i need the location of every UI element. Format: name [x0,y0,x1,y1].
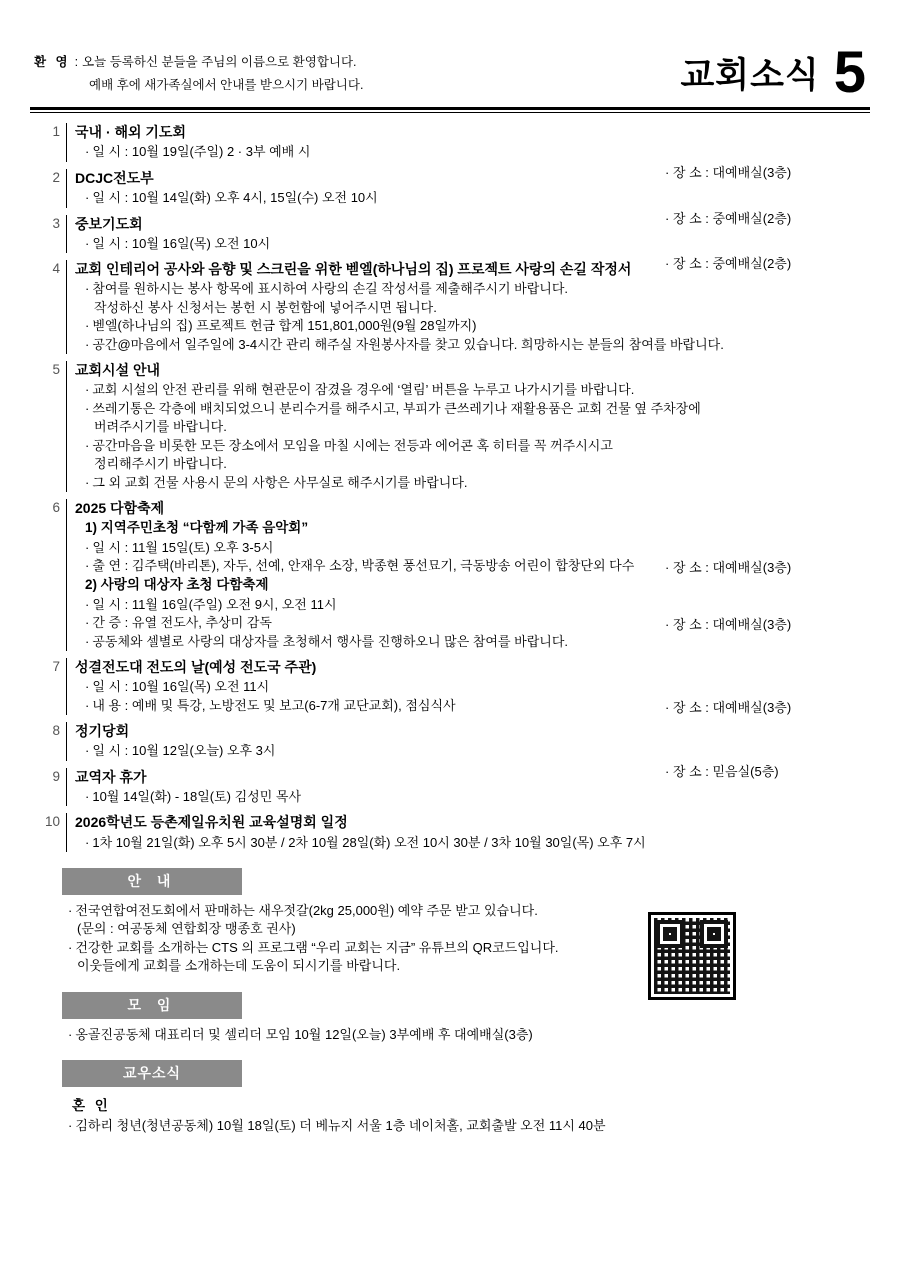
item-line-text: · 교회 시설의 안전 관리를 위해 현관문이 잠겼을 경우에 ‘열림’ 버튼을 누루고 나가시기를 바랍니다. [85,381,634,399]
item-line-text: · 1차 10월 21일(화) 오후 5시 30분 / 2차 10월 28일(화) 오전 10시 30분 / 3차 10월 30일(목) 오후 7시 [85,834,646,852]
item-title: 성결전도대 전도의 날(예성 전도국 주관) [75,659,317,676]
item-title: 국내 · 해외 기도회 [75,124,186,141]
qr-code [648,912,736,1000]
announcement-list [0,113,900,852]
item-title: 2025 다함축제 [75,500,165,517]
item-line-text: · 일 시 : 10월 19일(주일) 2 · 3부 예배 시 [85,143,310,161]
welcome-line-1 [34,52,363,70]
item-body [66,260,866,354]
item-line-text: · 그 외 교회 건물 사용시 문의 사항은 사무실로 해주시기를 바랍니다. [85,474,468,492]
item-title: 교회 인테리어 공사와 음향 및 스크린을 위한 벧엘(하나님의 집) 프로젝트 사랑의 손길 작정서 [75,261,632,278]
item-place: · 장 소 : 대예배실(3층) [665,164,792,180]
item-number: 5 [52,362,60,378]
item-subtitle-1: 1) 지역주민초청 “다함께 가족 음악회” [85,520,309,536]
item-line-text: · 간 증 : 유열 전도사, 추상미 감독 [85,614,272,632]
item-title: DCJC전도부 [75,169,154,186]
item-number: 2 [52,169,60,185]
item-line-text: · 일 시 : 10월 16일(목) 오전 10시 [85,235,270,253]
list-item [34,260,866,354]
item-place: · 장 소 : 믿음실(5층) [665,763,779,779]
item-line-text: · 출 연 : 김주택(바리톤), 자두, 선예, 안재우 소장, 박종현 풍선묘기, 극동방송 어린이 합창단외 다수 [85,557,634,575]
item-line-text: · 10월 14일(화) - 18일(토) 김성민 목사 [85,788,301,806]
item-line-text: · 일 시 : 10월 16일(목) 오전 11시 [85,678,269,696]
item-title: 2026학년도 등촌제일유치원 교육설명회 일정 [75,814,348,831]
notice-line-text: · 전국연합여전도회에서 판매하는 새우젓갈(2kg 25,000원) 예약 주문 받고 있습니다. [68,902,538,920]
welcome-text-2: 예배 후에 새가족실에서 안내를 받으시기 바랍니다. [89,78,364,93]
item-title: 교회시설 안내 [75,362,161,379]
item-line-text: · 공간@마음에서 일주일에 3-4시간 관리 해주실 자원봉사자를 찾고 있습니다. 희망하시는 분들의 참여를 바랍니다. [85,336,724,354]
item-number: 8 [52,723,60,739]
item-line-text: · 공동체와 셀별로 사랑의 대상자를 초청해서 행사를 진행하오니 많은 참여를 바랍니다. [85,633,568,651]
item-number: 6 [52,500,60,516]
list-item [34,361,866,492]
item-line-cont: 버려주시기를 바랍니다. [94,419,227,435]
notice-line-cont: (문의 : 여공동체 연합회장 맹종호 권사) [77,921,296,937]
welcome-colon: : [74,55,79,70]
item-line-text: · 일 시 : 10월 14일(화) 오후 4시, 15일(수) 오전 10시 [85,189,378,207]
fellowship-line-text: · 김하리 청년(청년공동체) 10월 18일(토) 더 베뉴지 서울 1층 네이처홀, 교회출발 오전 11시 40분 [68,1117,606,1135]
item-title: 정기당회 [75,723,130,740]
meeting-body [34,1026,866,1044]
item-title: 교역자 휴가 [75,768,147,785]
fellowship-body [34,1094,866,1135]
welcome-block [34,52,363,97]
item-line-text: · 일 시 : 11월 16일(주일) 오전 9시, 오전 11시 [85,596,337,614]
item-place: · 장 소 : 대예배실(3층) [665,617,792,633]
section-meeting [0,992,900,1044]
item-line-text: · 벧엘(하나님의 집) 프로젝트 헌금 합계 151,801,000원(9월 28일까지) [85,317,476,335]
list-item [34,813,866,852]
page-title: 교회소식 [680,56,820,96]
item-number: 10 [44,814,60,830]
item-body [66,813,866,852]
notice-body [34,902,866,976]
item-body [66,658,866,715]
item-line-cont: 작성하신 봉사 신청서는 봉헌 시 봉헌함에 넣어주시면 됩니다. [94,299,437,315]
item-body [66,499,866,651]
item-body [66,361,866,492]
header-divider [30,107,870,110]
item-number: 4 [52,261,60,277]
item-number: 7 [52,659,60,675]
item-line-cont: 정리해주시기 바랍니다. [94,456,227,472]
item-line-text: · 일 시 : 11월 15일(토) 오후 3-5시 [85,539,274,557]
qr-code-pattern [654,918,730,994]
notice-line-text: · 건강한 교회를 소개하는 CTS 의 프로그램 “우리 교회는 지금” 유튜브의 QR코드입니다. [68,939,559,957]
section-fellowship [0,1060,900,1135]
item-place: · 장 소 : 중예배실(2층) [665,256,792,272]
meeting-line-text: · 옹골진공동체 대표리더 및 셀리더 모임 10월 12일(오늘) 3부예배 후 대예배실(3층) [68,1026,533,1044]
item-line-text: · 공간마음을 비롯한 모든 장소에서 모임을 마칠 시에는 전등과 에어콘 혹 히터를 꼭 꺼주시시고 [85,437,613,455]
item-line-text: · 일 시 : 10월 12일(오늘) 오후 3시 [85,742,275,760]
item-subtitle-2: 2) 사랑의 대상자 초청 다함축제 [85,577,269,593]
item-number: 9 [52,768,60,784]
item-line-text: · 쓰레기통은 각층에 배치되었으니 분리수거를 해주시고, 부피가 큰쓰레기나 재활용품은 교회 건물 옆 주차장에 [85,400,701,418]
notice-banner: 안 내 [62,868,242,895]
welcome-text-1: 오늘 등록하신 분들을 주님의 이름으로 환영합니다. [82,55,357,70]
section-notice [0,868,900,976]
notice-line-cont: 이웃들에게 교회를 소개하는데 도움이 되시기를 바랍니다. [77,958,401,974]
title-block [680,40,866,105]
meeting-banner: 모 임 [62,992,242,1019]
list-item [34,499,866,651]
item-number: 3 [52,215,60,231]
list-item [34,658,866,715]
fellowship-banner: 교우소식 [62,1060,242,1087]
item-place: · 장 소 : 중예배실(2층) [665,210,792,226]
fellowship-sub-label: 혼 인 [72,1098,111,1114]
item-title: 중보기도회 [75,215,143,232]
item-number: 1 [52,124,60,140]
page-header [0,0,900,105]
item-line-text: · 참여를 원하시는 봉사 항목에 표시하여 사랑의 손길 작성서를 제출해주시기 바랍니다. [85,280,568,298]
item-place: · 장 소 : 대예배실(3층) [665,699,792,715]
item-line-text: · 내 용 : 예배 및 특강, 노방전도 및 보고(6-7개 교단교회), 점심식사 [85,697,456,715]
item-place: · 장 소 : 대예배실(3층) [665,559,792,575]
page-number: 5 [833,40,866,105]
welcome-label: 환 영 [34,55,71,70]
